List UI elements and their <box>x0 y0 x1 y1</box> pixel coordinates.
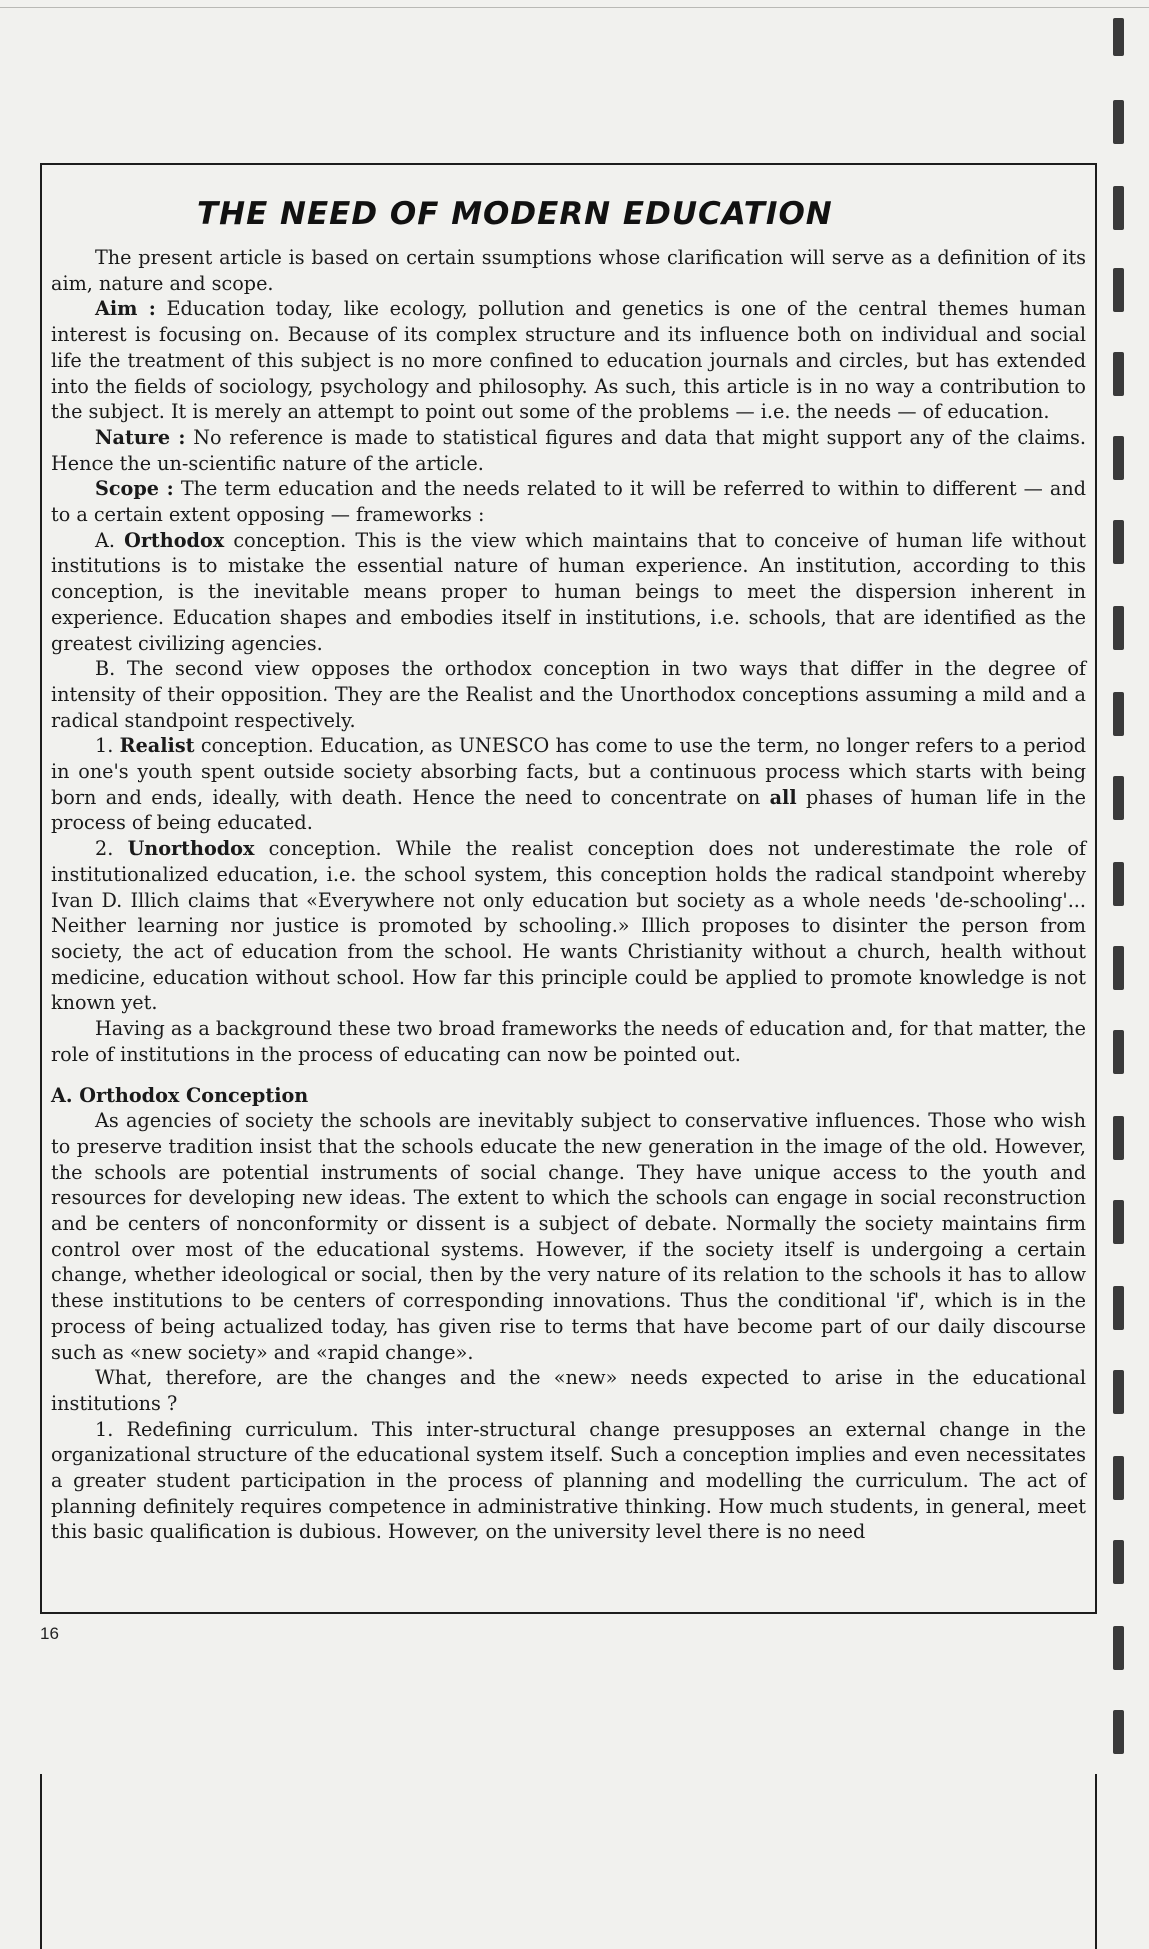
realist-text-1: conception. Education, as UNESCO has come to use the term, no longer refers to a period in one's youth spent outside society absorbing facts, but a continuous process which starts with being born and ends, ideally, with death. Hence the need to concentrate on <box>51 734 1086 809</box>
binding-mark <box>1113 1116 1124 1160</box>
frame-bottom-rule <box>40 1612 1097 1614</box>
binding-mark <box>1113 946 1124 990</box>
binding-mark <box>1113 1200 1124 1244</box>
scope-paragraph <box>51 476 1086 527</box>
binding-mark <box>1113 606 1124 650</box>
aim-text: Education today, like ecology, pollution and genetics is one of the central themes human interest is focusing on. Because of its complex structure and its influence both on individual and social life the treatment of this subject is no more confined to education journals and circles, but has extended into the fields of sociology, psychology and philosophy. As such, this article is in no way a contribution to the subject. It is merely an attempt to point out some of the problems — i.e. the needs — of education. <box>51 297 1086 424</box>
realist-bold-all: all <box>769 785 797 809</box>
aim-label: Aim : <box>95 297 156 321</box>
section-heading-orthodox <box>51 1083 1086 1109</box>
binding-mark <box>1113 520 1124 564</box>
binding-mark <box>1113 18 1124 56</box>
article-text <box>51 245 1086 1545</box>
binding-mark <box>1113 862 1124 906</box>
nature-text: No reference is made to statistical figures and data that might support any of the claims. Hence the un-scientific nature of the article. <box>51 425 1086 475</box>
unorthodox-paragraph <box>51 836 1086 1016</box>
scope-text: The term education and the needs related to it will be referred to within to different — and to a certain extent opposing — frameworks : <box>51 477 1086 527</box>
unorthodox-text: conception. While the realist conception does not underestimate the role of institutionalized education, i.e. the school system, this conception holds the radical standpoint whereby Ivan D. Illich claims that «Everywhere not only education but society as a whole needs 'de-schooling'... Neither learning nor justice is promoted by schooling.» Illich proposes to disinter the person from society, the act of education from the school. He wants Christianity without a church, health without medicine, education without school. How far this principle could be applied to promote knowledge is not known yet. <box>51 837 1087 1015</box>
lower-margin <box>40 1614 1100 1774</box>
realist-paragraph <box>51 733 1086 836</box>
binding-mark <box>1113 1710 1124 1754</box>
orthodox-label: Orthodox <box>124 528 225 552</box>
binding-mark <box>1113 776 1124 820</box>
page-number: 16 <box>40 1624 59 1643</box>
binding-mark <box>1113 1540 1124 1584</box>
background-paragraph: Having as a background these two broad frameworks the needs of education and, for that matter, the role of institutions in the process of educating can now be pointed out. <box>51 1017 1086 1066</box>
unorthodox-label: Unorthodox <box>127 837 255 861</box>
nature-paragraph <box>51 425 1086 476</box>
binding-mark <box>1113 692 1124 736</box>
binding-mark <box>1113 186 1124 230</box>
top-rule <box>0 7 1149 8</box>
redefining-curriculum-paragraph: 1. Redefining curriculum. This inter-structural change presupposes an external change in the organizational structure of the educational system itself. Such a conception implies and even necessitates a greater student participation in the process of planning and modelling the curriculum. The act of planning definitely requires competence in administrative thinking. How much students, in general, meet this basic qualification is dubious. However, on the university level there is no need <box>51 1417 1086 1544</box>
article-title: THE NEED OF MODERN EDUCATION <box>197 196 833 232</box>
binding-mark <box>1113 1030 1124 1074</box>
binding-mark <box>1113 352 1124 396</box>
binding-mark <box>1113 1456 1124 1500</box>
binding-mark <box>1113 436 1124 480</box>
orthodox-prefix: A. <box>95 528 125 552</box>
question-paragraph: What, therefore, are the changes and the «new» needs expected to arise in the educational institutions ? <box>51 1366 1086 1415</box>
binding-mark <box>1113 1626 1124 1670</box>
article-body <box>51 194 1086 1545</box>
unorthodox-prefix: 2. <box>95 837 128 861</box>
binding-mark <box>1113 1286 1124 1330</box>
orthodox-conception-paragraph: As agencies of society the schools are inevitably subject to conservative influences. Those who wish to preserve tradition insist that the schools educate the new generation in the image of the old. However, the schools are potential instruments of social change. They have unique access to the youth and resources for developing new ideas. The extent to which the schools can engage in social reconstruction and be centers of nonconformity or dissent is a subject of debate. Normally the society maintains firm control over most of the educational systems. However, if the society itself is undergoing a certain change, whether ideological or social, then by the very nature of its relation to the schools it has to allow these institutions to be centers of corresponding innovations. Thus the conditional 'if', which is in the process of being actualized today, has given rise to terms that have become part of our daily discourse such as «new society» and «rapid change». <box>51 1109 1086 1364</box>
aim-paragraph <box>51 296 1086 425</box>
realist-prefix: 1. <box>95 734 120 758</box>
binding-mark <box>1113 268 1124 312</box>
intro-paragraph: The present article is based on certain ssumptions whose clarification will serve as a definition of its aim, nature and scope. <box>51 246 1086 295</box>
orthodox-paragraph <box>51 528 1086 657</box>
binding-mark <box>1113 1370 1124 1414</box>
binding-mark <box>1113 100 1124 144</box>
scope-label: Scope : <box>95 477 174 501</box>
second-view-paragraph: B. The second view opposes the orthodox conception in two ways that differ in the degree of intensity of their opposition. They are the Realist and the Unorthodox conceptions assuming a mild and a radical standpoint respectively. <box>51 657 1086 732</box>
orthodox-text: conception. This is the view which maintains that to conceive of human life without institutions is to mistake the essential nature of human experience. An institution, according to this conception, is the inevitable means proper to human beings to meet the dispersion inherent in experience. Education shapes and embodies itself in institutions, i.e. schools, that are identified as the greatest civilizing agencies. <box>51 528 1086 655</box>
realist-text-2: phases of human life in the process of being educated. <box>51 785 1086 835</box>
realist-label: Realist <box>119 734 195 758</box>
section-heading-text: A. Orthodox Conception <box>51 1083 309 1107</box>
nature-label: Nature : <box>95 425 186 449</box>
